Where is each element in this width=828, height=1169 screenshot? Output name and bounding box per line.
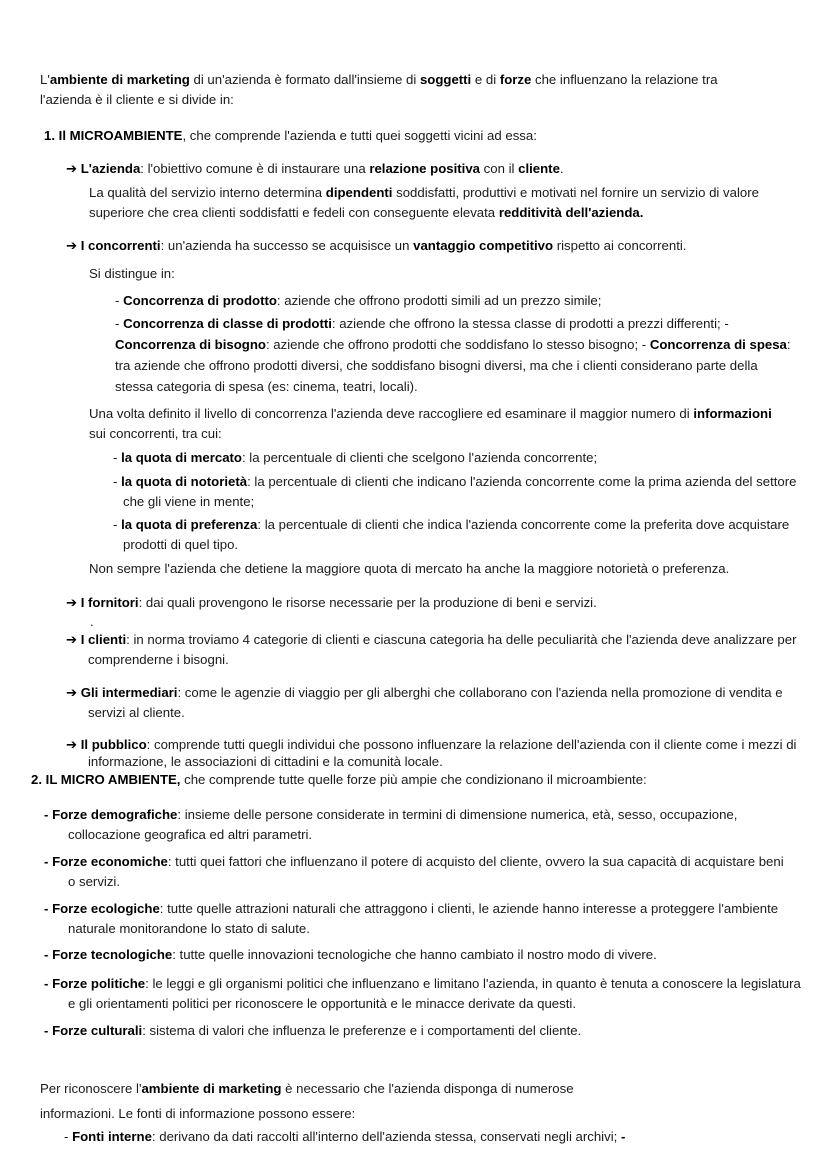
text-run: : tutte quelle attrazioni naturali che attraggono i clienti, le aziende hanno interesse a proteggere l'ambiente naturale monitorandone lo stato di salute. [68, 901, 779, 936]
forze-ecologiche-item [44, 899, 788, 939]
bold-run: Forze economiche [52, 854, 168, 869]
text-run: : un'azienda ha successo se acquisisce un [160, 238, 414, 253]
concorrenti-item [66, 236, 786, 256]
text-run: Per riconoscere l' [40, 1081, 142, 1096]
forze-demografiche-item [44, 805, 810, 845]
text-run: : la percentuale di clienti che indica l'azienda concorrente come la preferita dove acquistare prodotti di quel tipo. [123, 517, 790, 552]
concorrenza-classi-item [115, 313, 795, 397]
bold-run: relazione positiva [369, 161, 480, 176]
fonti-interne-item [64, 1127, 784, 1147]
text-run: : la percentuale di clienti che indicano l'azienda concorrente come la prima azienda del settore che gli viene in mente; [123, 474, 797, 509]
bold-run: 2. IL MICRO AMBIENTE, [31, 772, 181, 787]
text-run: : in norma troviamo 4 categorie di clienti e ciascuna categoria ha delle peculiarità che l'azienda deve analizzare per comprenderne i bisogni. [88, 632, 797, 667]
azienda-description [89, 183, 799, 223]
bold-run: Forze ecologiche [52, 901, 160, 916]
bold-run: - [44, 947, 53, 962]
text-run: sui concorrenti, tra cui: [89, 426, 222, 441]
pubblico-item [66, 736, 816, 770]
bold-run: Concorrenza di bisogno [115, 337, 266, 352]
azienda-item [66, 159, 786, 179]
text-run: con il [480, 161, 519, 176]
bold-run: la quota di preferenza [121, 517, 258, 532]
bold-run: Forze demografiche [52, 807, 178, 822]
bold-run: - [44, 807, 53, 822]
text-run: e di [471, 72, 500, 87]
text-run: : derivano da dati raccolti all'interno dell'azienda stessa, conservati negli archivi; [151, 1129, 621, 1144]
bold-run: la quota di notorietà [121, 474, 248, 489]
forze-economiche-item [44, 852, 788, 892]
bold-run: 1. Il MICROAMBIENTE [44, 128, 183, 143]
text-run: - [115, 316, 124, 331]
bold-run: ➔ Gli intermediari [66, 685, 178, 700]
text-run: soddisfatti, produttivi e motivati nel fornire un servizio di valore superiore che crea clienti soddisfatti e fedeli con conseguente elevata [89, 185, 759, 220]
text-run: , che comprende l'azienda e tutti quei soggetti vicini ad essa: [182, 128, 537, 143]
una-volta-paragraph [89, 404, 789, 444]
bold-run: Fonti interne [72, 1129, 152, 1144]
bold-run: ➔ I fornitori [66, 595, 139, 610]
bold-run: ambiente di marketing [141, 1081, 282, 1096]
text-run: : la percentuale di clienti che scelgono l'azienda concorrente; [241, 450, 598, 465]
bold-run: Concorrenza di prodotto [123, 293, 277, 308]
bold-run: la quota di mercato [121, 450, 242, 465]
text-run: : aziende che offrono prodotti simili ad un prezzo simile; [276, 293, 602, 308]
text-run: . [559, 161, 564, 176]
per-riconoscere-paragraph [40, 1076, 608, 1126]
si-distingue-text [89, 264, 789, 284]
text-run: - [64, 1129, 73, 1144]
quota-preferenza-item [113, 515, 803, 555]
bold-run: ➔ L'azienda [66, 161, 141, 176]
forze-tecnologiche-item [44, 945, 784, 965]
intro-paragraph [40, 70, 770, 110]
bold-run: ambiente di marketing [49, 72, 190, 87]
bold-run: - [44, 854, 53, 869]
bold-run: vantaggio competitivo [413, 238, 554, 253]
bold-run: redditività dell'azienda. [498, 205, 644, 220]
macroambiente-heading [31, 770, 791, 790]
bold-run: - [44, 976, 53, 991]
text-run: : insieme delle persone considerate in termini di dimensione numerica, età, sesso, occupazione, collocazione geografica ed altri parametri. [68, 807, 738, 842]
bold-run: - [44, 901, 53, 916]
text-run: : tutte quelle innovazioni tecnologiche che hanno cambiato il nostro modo di vivere. [172, 947, 657, 962]
text-run: : aziende che offrono prodotti che soddisfano lo stesso bisogno; - [265, 337, 650, 352]
text-run: L' [40, 72, 50, 87]
bold-run: Forze politiche [52, 976, 146, 991]
text-run: - [113, 450, 122, 465]
text-run: che influenzano la relazione tra l'azienda è il cliente e si divide in: [40, 72, 718, 107]
bold-run: forze [499, 72, 532, 87]
text-run: : come le agenzie di viaggio per gli alberghi che collaborano con l'azienda nella promozione di vendita e servizi al cliente. [88, 685, 783, 720]
stray-dot [90, 612, 110, 632]
text-run: : tra aziende che offrono prodotti diversi, che soddisfano bisogni diversi, ma che i clienti considerano parte della stessa categoria di spesa (es: cinema, teatri, locali). [115, 337, 791, 394]
concorrenza-prodotto-item [115, 291, 805, 311]
text-run: rispetto ai concorrenti. [553, 238, 687, 253]
text-run: : comprende tutti quegli individui che possono influenzare la relazione dell'azienda con il cliente come i mezzi di informazione, le associazioni di cittadini e la comunità locale. [88, 737, 797, 769]
text-run: Si distingue in: [89, 266, 175, 281]
text-run: : le leggi e gli organismi politici che influenzano e limitano l'azienda, in quanto è tenuta a conoscere la legislatura e gli orientamenti politici per riconoscere le opportunità e le minacce derivate da questi. [68, 976, 801, 1011]
text-run: : tutti quei fattori che influenzano il potere di acquisto del cliente, ovvero la sua capacità di acquistare beni o servizi. [68, 854, 784, 889]
text-run: La qualità del servizio interno determina [89, 185, 326, 200]
text-run: - [113, 517, 122, 532]
text-run: Una volta definito il livello di concorrenza l'azienda deve raccogliere ed esaminare il maggior numero di [89, 406, 694, 421]
fornitori-item [66, 593, 786, 613]
bold-run: - [620, 1129, 626, 1144]
forze-politiche-item [44, 974, 808, 1014]
text-run: : aziende che offrono la stessa classe di prodotti a prezzi differenti; - [331, 316, 729, 331]
bold-run: ➔ I clienti [66, 632, 127, 647]
bold-run: - [44, 1023, 53, 1038]
bold-run: Forze tecnologiche [52, 947, 173, 962]
clienti-item [66, 630, 800, 670]
bold-run: dipendenti [325, 185, 393, 200]
bold-run: ➔ I concorrenti [66, 238, 161, 253]
quota-notorieta-item [113, 472, 807, 512]
bold-run: Forze culturali [52, 1023, 143, 1038]
bold-run: cliente [518, 161, 560, 176]
quota-mercato-item [113, 448, 803, 468]
text-run: che comprende tutte quelle forze più ampie che condizionano il microambiente: [180, 772, 647, 787]
text-run: : l'obiettivo comune è di instaurare una [140, 161, 370, 176]
bold-run: informazioni [693, 406, 772, 421]
bold-run: Concorrenza di classe di prodotti [123, 316, 332, 331]
microambiente-heading [44, 126, 784, 146]
text-run: Non sempre l'azienda che detiene la maggiore quota di mercato ha anche la maggiore notorietà o preferenza. [89, 561, 730, 576]
bold-run: ➔ Il pubblico [66, 737, 147, 752]
text-run: : sistema di valori che influenza le preferenze e i comportamenti del cliente. [142, 1023, 582, 1038]
forze-culturali-item [44, 1021, 784, 1041]
non-sempre-text [89, 559, 809, 579]
bold-run: Concorrenza di spesa [649, 337, 787, 352]
text-run: - [115, 293, 124, 308]
text-run: . [90, 614, 94, 629]
text-run: di un'azienda è formato dall'insieme di [189, 72, 420, 87]
intermediari-item [66, 683, 804, 723]
bold-run: soggetti [419, 72, 472, 87]
text-run: : dai quali provengono le risorse necessarie per la produzione di beni e servizi. [138, 595, 597, 610]
text-run: è necessario che l'azienda disponga di numerose informazioni. Le fonti di informazione possono essere: [40, 1081, 574, 1121]
text-run: - [113, 474, 122, 489]
